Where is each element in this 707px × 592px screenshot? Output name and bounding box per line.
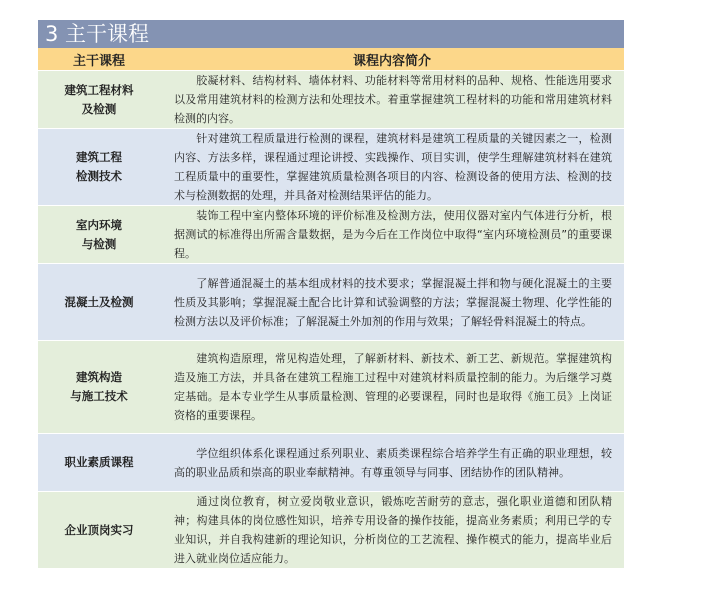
course-name	[38, 129, 160, 206]
course-name	[38, 71, 160, 129]
course-name-line: 混凝土及检测	[64, 294, 134, 309]
course-name-line: 职业素质课程	[64, 455, 134, 469]
table-row	[38, 341, 624, 434]
course-name	[38, 434, 160, 492]
course-name	[38, 264, 160, 341]
course-description: 通过岗位教育，树立爱岗敬业意识，锻炼吃苦耐劳的意志，强化职业道德和团队精神；构建具体的岗位感性知识，培养专用设备的操作技能，提高业务素质；利用已学的专业知识，并自我构建新的理论知识，分析岗位的工艺流程、操作模式的能力，提高毕业后进入就业岗位适应能力。	[160, 492, 624, 569]
course-name-line: 建筑工程材料	[64, 82, 134, 97]
course-section	[38, 20, 624, 569]
table-row	[38, 129, 624, 206]
table-row	[38, 264, 624, 341]
course-name-line: 建筑构造	[76, 370, 122, 384]
course-name-line: 检测技术	[76, 169, 122, 183]
section-title: 3 主干课程	[38, 20, 624, 48]
course-description: 了解普通混凝土的基本组成材料的技术要求；掌握混凝土拌和物与硬化混凝土的主要性质及其影响；掌握混凝土配合比计算和试验调整的方法；掌握混凝土物理、化学性能的检测方法以及评价标准；了解混凝土外加剂的作用与效果；了解轻骨料混凝土的特点。	[160, 264, 624, 341]
course-name-line: 企业顶岗实习	[64, 522, 134, 537]
course-name-line: 及检测	[81, 101, 117, 116]
course-name	[38, 492, 160, 569]
course-description: 针对建筑工程质量进行检测的课程，建筑材料是建筑工程质量的关键因素之一，检测内容、方法多样，课程通过理论讲授、实践操作、项目实训，使学生理解建筑材料在建筑工程质量中的重要性，掌握建筑质量检测各项目的内容、检测设备的使用方法、检测的技术与检测数据的处理，并具备对检测结果评估的能力。	[160, 129, 624, 206]
course-description: 胶凝材料、结构材料、墙体材料、功能材料等常用材料的品种、规格、性能选用要求以及常用建筑材料的检测方法和处理技术。着重掌握建筑工程材料的功能和常用建筑材料检测的内容。	[160, 71, 624, 129]
table-row	[38, 434, 624, 492]
table-row	[38, 492, 624, 569]
header-course: 主干课程	[38, 48, 160, 71]
course-name-line: 建筑工程	[76, 150, 122, 164]
table-row	[38, 206, 624, 264]
table-header-row	[38, 48, 624, 71]
course-name	[38, 206, 160, 264]
header-content: 课程内容简介	[160, 48, 624, 71]
course-name	[38, 341, 160, 434]
course-rows	[38, 71, 624, 569]
course-name-line: 与施工技术	[70, 389, 128, 403]
course-description: 建筑构造原理，常见构造处理，了解新材料、新技术、新工艺、新规范。掌握建筑构造及施工方法，并具备在建筑工程施工过程中对建筑材料质量控制的能力。为后继学习奠定基础。是本专业学生从事质量检测、管理的必要课程，同时也是取得《施工员》上岗证资格的重要课程。	[160, 341, 624, 434]
course-name-line: 室内环境	[76, 217, 122, 232]
course-description: 学位组织体系化课程通过系列职业、素质类课程综合培养学生有正确的职业理想，较高的职业品质和崇高的职业奉献精神。有尊重领导与同事、团结协作的团队精神。	[160, 434, 624, 492]
course-description: 装饰工程中室内整体环境的评价标准及检测方法，使用仪器对室内气体进行分析，根据测试的标准得出所需含量数据，是为今后在工作岗位中取得“室内环境检测员”的重要课程。	[160, 206, 624, 264]
course-table	[38, 48, 624, 569]
table-row	[38, 71, 624, 129]
course-name-line: 与检测	[81, 236, 117, 251]
